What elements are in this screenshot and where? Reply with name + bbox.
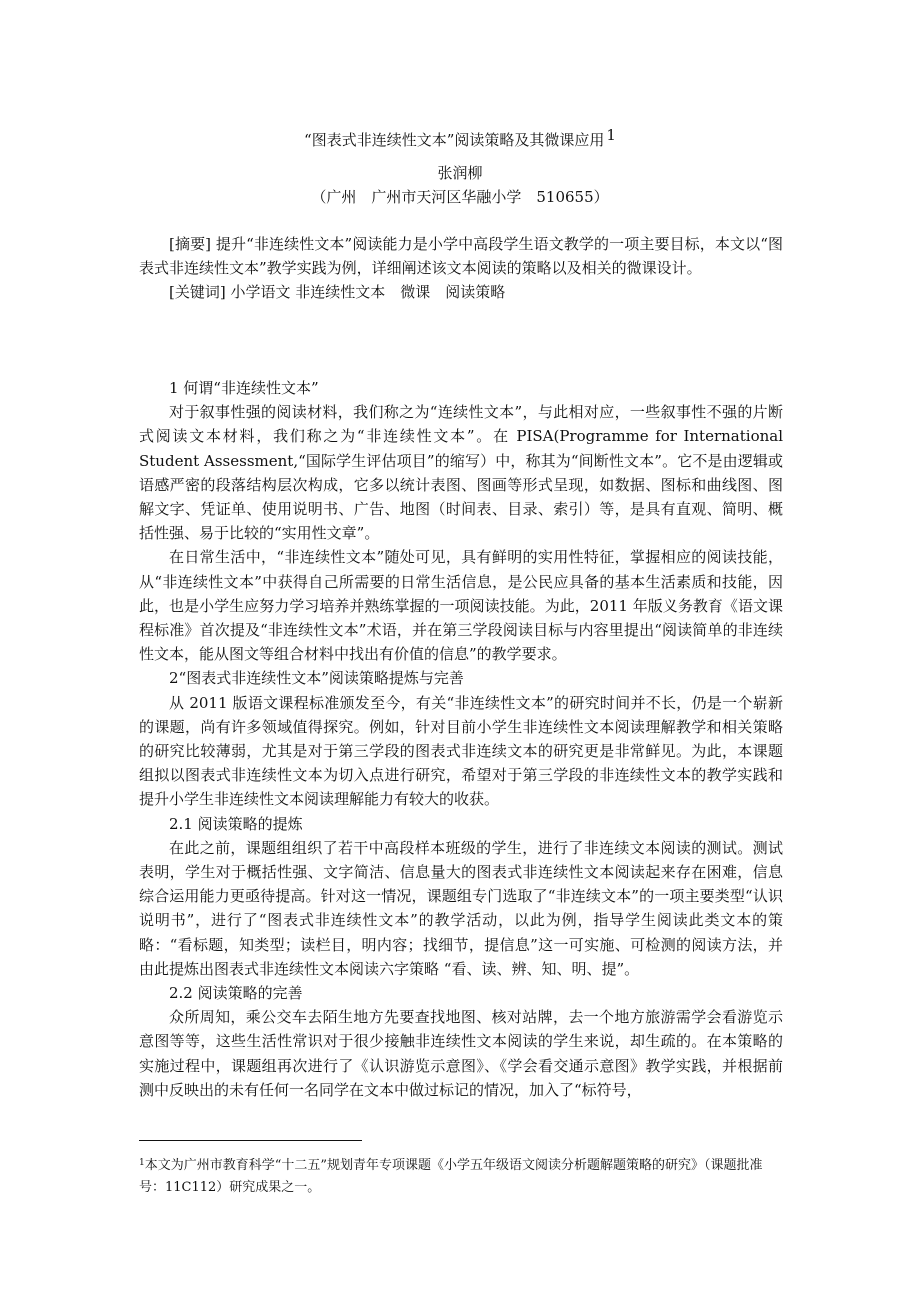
author-affiliation: （广州 广州市天河区华融小学 510655） (311, 188, 609, 206)
section-1-paragraph-1: 对于叙事性强的阅读材料，我们称之为“连续性文本”，与此相对应，一些叙事性不强的片断式阅读文本材料，我们称之为“非连续性文本”。在 PISA(Programme for International Student Assessment,“国际学生评估项目”的缩写）中，称其为“间断性文本”。它不是由逻辑或语感严密的段落结构层次构成，它多以统计表图、图画等形式呈现，如数据、图标和曲线图、图解文字、凭证单、使用说明书、广告、地图（时间表、目录、索引）等，是具有直观、简明、概括性强、易于比较的“实用性文章”。 (139, 403, 783, 543)
section-1-paragraph-2: 在日常生活中，“非连续性文本”随处可见，具有鲜明的实用性特征，掌握相应的阅读技能，从“非连续性文本”中获得自己所需要的日常生活信息，是公民应具备的基本生活素质和技能，因此，也是小学生应努力学习培养并熟练掌握的一项阅读技能。为此，2011 年版义务教育《语文课程标准》首次提及“非连续性文本”术语，并在第三学段阅读目标与内容里提出“阅读简单的非连续性文本，能从图文等组合材料中找出有价值的信息”的教学要求。 (139, 548, 783, 664)
section-2-heading: 2“图表式非连续性文本”阅读策略提炼与完善 (169, 669, 464, 688)
footnote (139, 1152, 783, 1199)
footnote-reference-mark: 1 (606, 126, 616, 144)
abstract-text: [摘要] 提升“非连续性文本”阅读能力是小学中高段学生语文教学的一项主要目标，本文以“图表式非连续性文本”教学实践为例，详细阐述该文本阅读的策略以及相关的微课设计。 (139, 235, 783, 278)
footnote-mark: 1 (139, 1158, 145, 1168)
section-2-1-heading: 2.1 阅读策略的提炼 (169, 814, 303, 833)
section-2-2-heading: 2.2 阅读策略的完善 (169, 984, 303, 1003)
paper-title (0, 122, 920, 153)
keywords-text: [关键词] 小学语文 非连续性文本 微课 阅读策略 (169, 283, 506, 302)
footnote-text: 本文为广州市教育科学“十二五”规划青年专项课题《小学五年级语文阅读分析题解题策略的研究》（课题批准号：11C112）研究成果之一。 (139, 1158, 763, 1195)
main-body (139, 376, 783, 1102)
section-2-2-paragraph-1: 众所周知，乘公交车去陌生地方先要查找地图、核对站牌，去一个地方旅游需学会看游览示意图等等，这些生活性常识对于很少接触非连续性文本阅读的学生来说，却生疏的。在本策略的实施过程中，课题组再次进行了《认识游览示意图》、《学会看交通示意图》教学实践，并根据前测中反映出的未有任何一名同学在文本中做过标记的情况，加入了“标符号， (139, 1008, 783, 1099)
abstract-block (139, 232, 783, 305)
section-2-1-paragraph-1: 在此之前，课题组组织了若干中高段样本班级的学生，进行了非连续文本阅读的测试。测试表明，学生对于概括性强、文字简洁、信息量大的图表式非连续性文本阅读起来存在困难，信息综合运用能力更亟待提高。针对这一情况，课题组专门选取了“非连续文本”的一项主要类型“认识说明书”，进行了“图表式非连续性文本”的教学活动，以此为例，指导学生阅读此类文本的策略：“看标题，知类型；读栏目，明内容；找细节，提信息”这一可实施、可检测的阅读方法，并由此提炼出图表式非连续性文本阅读六字策略 “看、读、辨、知、明、提”。 (139, 838, 783, 978)
section-1-heading: 1 何谓“非连续性文本” (169, 379, 319, 397)
paper-title-text: “图表式非连续性文本”阅读策略及其微课应用 (304, 131, 605, 149)
author-name: 张润柳 (437, 164, 483, 182)
footnote-separator (139, 1140, 362, 1141)
section-2-paragraph-1: 从 2011 版语文课程标准颁发至今，有关“非连续性文本”的研究时间并不长，仍是一个崭新的课题，尚有许多领域值得探究。例如，针对目前小学生非连续性文本阅读理解教学和相关策略的研究比较薄弱，尤其是对于第三学段的图表式非连续文本的研究更是非常鲜见。为此，本课题组拟以图表式非连续性文本为切入点进行研究，希望对于第三学段的非连续性文本的教学实践和提升小学生非连续性文本阅读理解能力有较大的收获。 (139, 693, 783, 809)
